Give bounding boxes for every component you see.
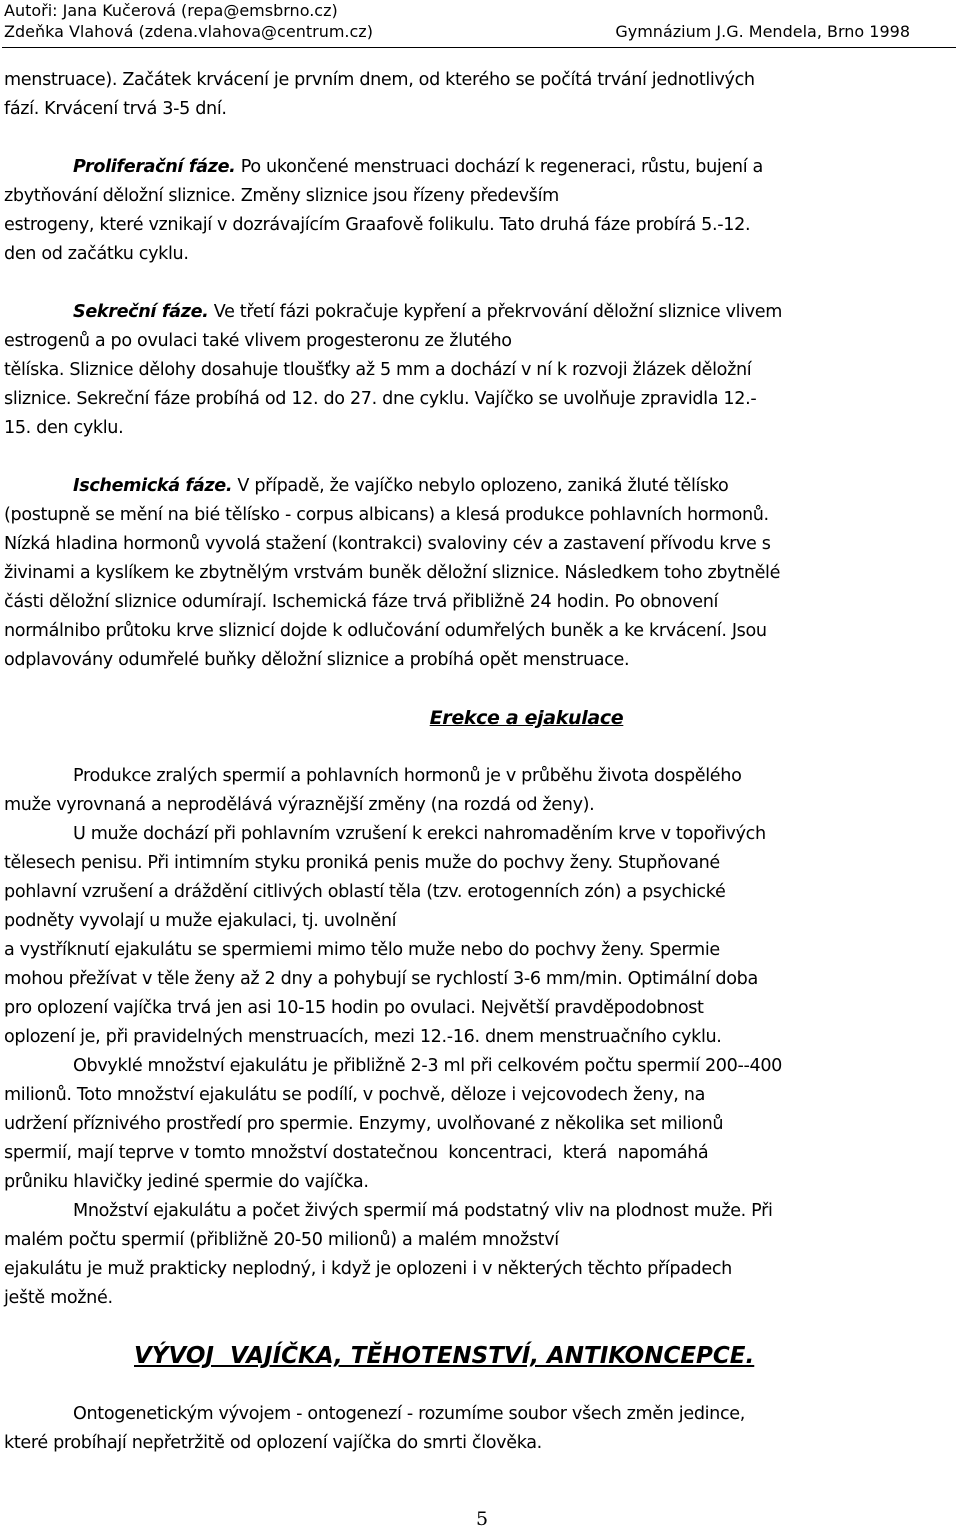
document-body (4, 66, 959, 1458)
text-line: Obvyklé množství ejakulátu je přibližně 2-3 ml při celkovém počtu spermií 200--400 (73, 1056, 783, 1076)
text-line: estrogenů a po ovulaci také vlivem progesteronu ze žlutého (4, 331, 512, 351)
text-line: ejakulátu je muž prakticky neplodný, i když je oplozeni i v některých těchto případech (4, 1259, 732, 1279)
header-divider (2, 47, 956, 48)
text-line: normálnibo průtoku krve sliznicí dojde k odlučování odumřelých buněk a ke krvácení. Jsou (4, 621, 767, 641)
text-line: tělíska. Sliznice dělohy dosahuje tloušťky až 5 mm a dochází v ní k rozvoji žlázek děložní (4, 360, 752, 380)
page-header (4, 0, 954, 42)
text-line: Ontogenetickým vývojem - ontogenezí - rozumíme soubor všech změn jedince, (73, 1404, 746, 1424)
authors-line-1: Autoři: Jana Kučerová (repa@emsbrno.cz) (4, 1, 338, 20)
ischemic-phase-line: Ischemická fáze. V případě, že vajíčko nebylo oplozeno, zaniká žluté tělísko (73, 476, 729, 496)
text-line: tělesech penisu. Při intimním styku proniká penis muže do pochvy ženy. Stupňované (4, 853, 720, 873)
text-line: sliznice. Sekreční fáze probíhá od 12. do 27. dne cyklu. Vajíčko se uvolňuje zpravidla 12.- (4, 389, 757, 409)
text-line: podněty vyvolají u muže ejakulaci, tj. uvolnění (4, 911, 397, 931)
text-line: muže vyrovnaná a neprodělává výraznější změny (na rozdá od ženy). (4, 795, 595, 815)
proliferative-phase-line: Proliferační fáze. Po ukončené menstruaci dochází k regeneraci, růstu, bujení a (73, 157, 763, 177)
text-line: odplavovány odumřelé buňky děložní sliznice a probíhá opět menstruace. (4, 650, 630, 670)
text-line: (postupně se mění na bié tělísko - corpus albicans) a klesá produkce pohlavních hormonů. (4, 505, 769, 525)
text-line: estrogeny, které vznikají v dozrávajícím Graafově folikulu. Tato druhá fáze probírá 5.-12. (4, 215, 751, 235)
secretory-phase-line: Sekreční fáze. Ve třetí fázi pokračuje kypření a překrvování děložní sliznice vlivem (73, 302, 783, 322)
text-line: 15. den cyklu. (4, 418, 124, 438)
section-heading-erection: Erekce a ejakulace (429, 707, 624, 729)
school-name: Gymnázium J.G. Mendela, Brno 1998 (615, 22, 910, 41)
text-line: milionů. Toto množství ejakulátu se podílí, v pochvě, děloze i vejcovodech ženy, na (4, 1085, 706, 1105)
text-line: části děložní sliznice odumírají. Ischemická fáze trvá přibližně 24 hodin. Po obnovení (4, 592, 719, 612)
text-line: menstruace). Začátek krvácení je prvním dnem, od kterého se počítá trvání jednotlivých (4, 70, 755, 90)
text-line: Produkce zralých spermií a pohlavních hormonů je v průběhu života dospělého (73, 766, 742, 786)
text-line: zbytňování děložní sliznice. Změny sliznice jsou řízeny především (4, 186, 559, 206)
text-line: pohlavní vzrušení a dráždění citlivých oblastí těla (tzv. erotogenních zón) a psychické (4, 882, 726, 902)
text-line: průniku hlavičky jediné spermie do vajíčka. (4, 1172, 369, 1192)
text-line: které probíhají nepřetržitě od oplození vajíčka do smrti člověka. (4, 1433, 542, 1453)
term-ischemic-phase: Ischemická fáze. (73, 476, 233, 496)
term-secretory-phase: Sekreční fáze. (73, 302, 209, 322)
text-line: spermií, mají teprve v tomto množství dostatečnou koncentraci, která napomáhá (4, 1143, 709, 1163)
term-proliferative-phase: Proliferační fáze. (73, 157, 236, 177)
text-line: pro oplození vajíčka trvá jen asi 10-15 hodin po ovulaci. Největší pravděpodobnost (4, 998, 704, 1018)
text-line: malém počtu spermií (přibližně 20-50 milionů) a malém množství (4, 1230, 559, 1250)
authors-line-2: Zdeňka Vlahová (zdena.vlahova@centrum.cz) (4, 22, 373, 41)
text-line: fází. Krvácení trvá 3-5 dní. (4, 99, 227, 119)
text-line: U muže dochází při pohlavním vzrušení k erekci nahromaděním krve v topořivých (73, 824, 766, 844)
text-line: oplození je, při pravidelných menstruacích, mezi 12.-16. dnem menstruačního cyklu. (4, 1027, 722, 1047)
text-line: udržení příznivého prostředí pro spermie. Enzymy, uvolňované z několika set milionů (4, 1114, 724, 1134)
text-line: živinami a kyslíkem ke zbytnělým vrstvám buněk děložní sliznice. Následkem toho zbytnělé (4, 563, 781, 583)
text-line: den od začátku cyklu. (4, 244, 189, 264)
text-line: ještě možné. (4, 1288, 113, 1308)
text-line: mohou přežívat v těle ženy až 2 dny a pohybují se rychlostí 3-6 mm/min. Optimální doba (4, 969, 758, 989)
text-line: a vystříknutí ejakulátu se spermiemi mimo tělo muže nebo do pochvy ženy. Spermie (4, 940, 720, 960)
page-number: 5 (476, 1508, 489, 1530)
text-line: Nízká hladina hormonů vyvolá stažení (kontrakci) svaloviny cév a zastavení přívodu krve s (4, 534, 771, 554)
text-line: Množství ejakulátu a počet živých spermií má podstatný vliv na plodnost muže. Při (73, 1201, 773, 1221)
chapter-heading-development: VÝVOJ VAJÍČKA, TĚHOTENSTVÍ, ANTIKONCEPCE. (134, 1343, 755, 1369)
